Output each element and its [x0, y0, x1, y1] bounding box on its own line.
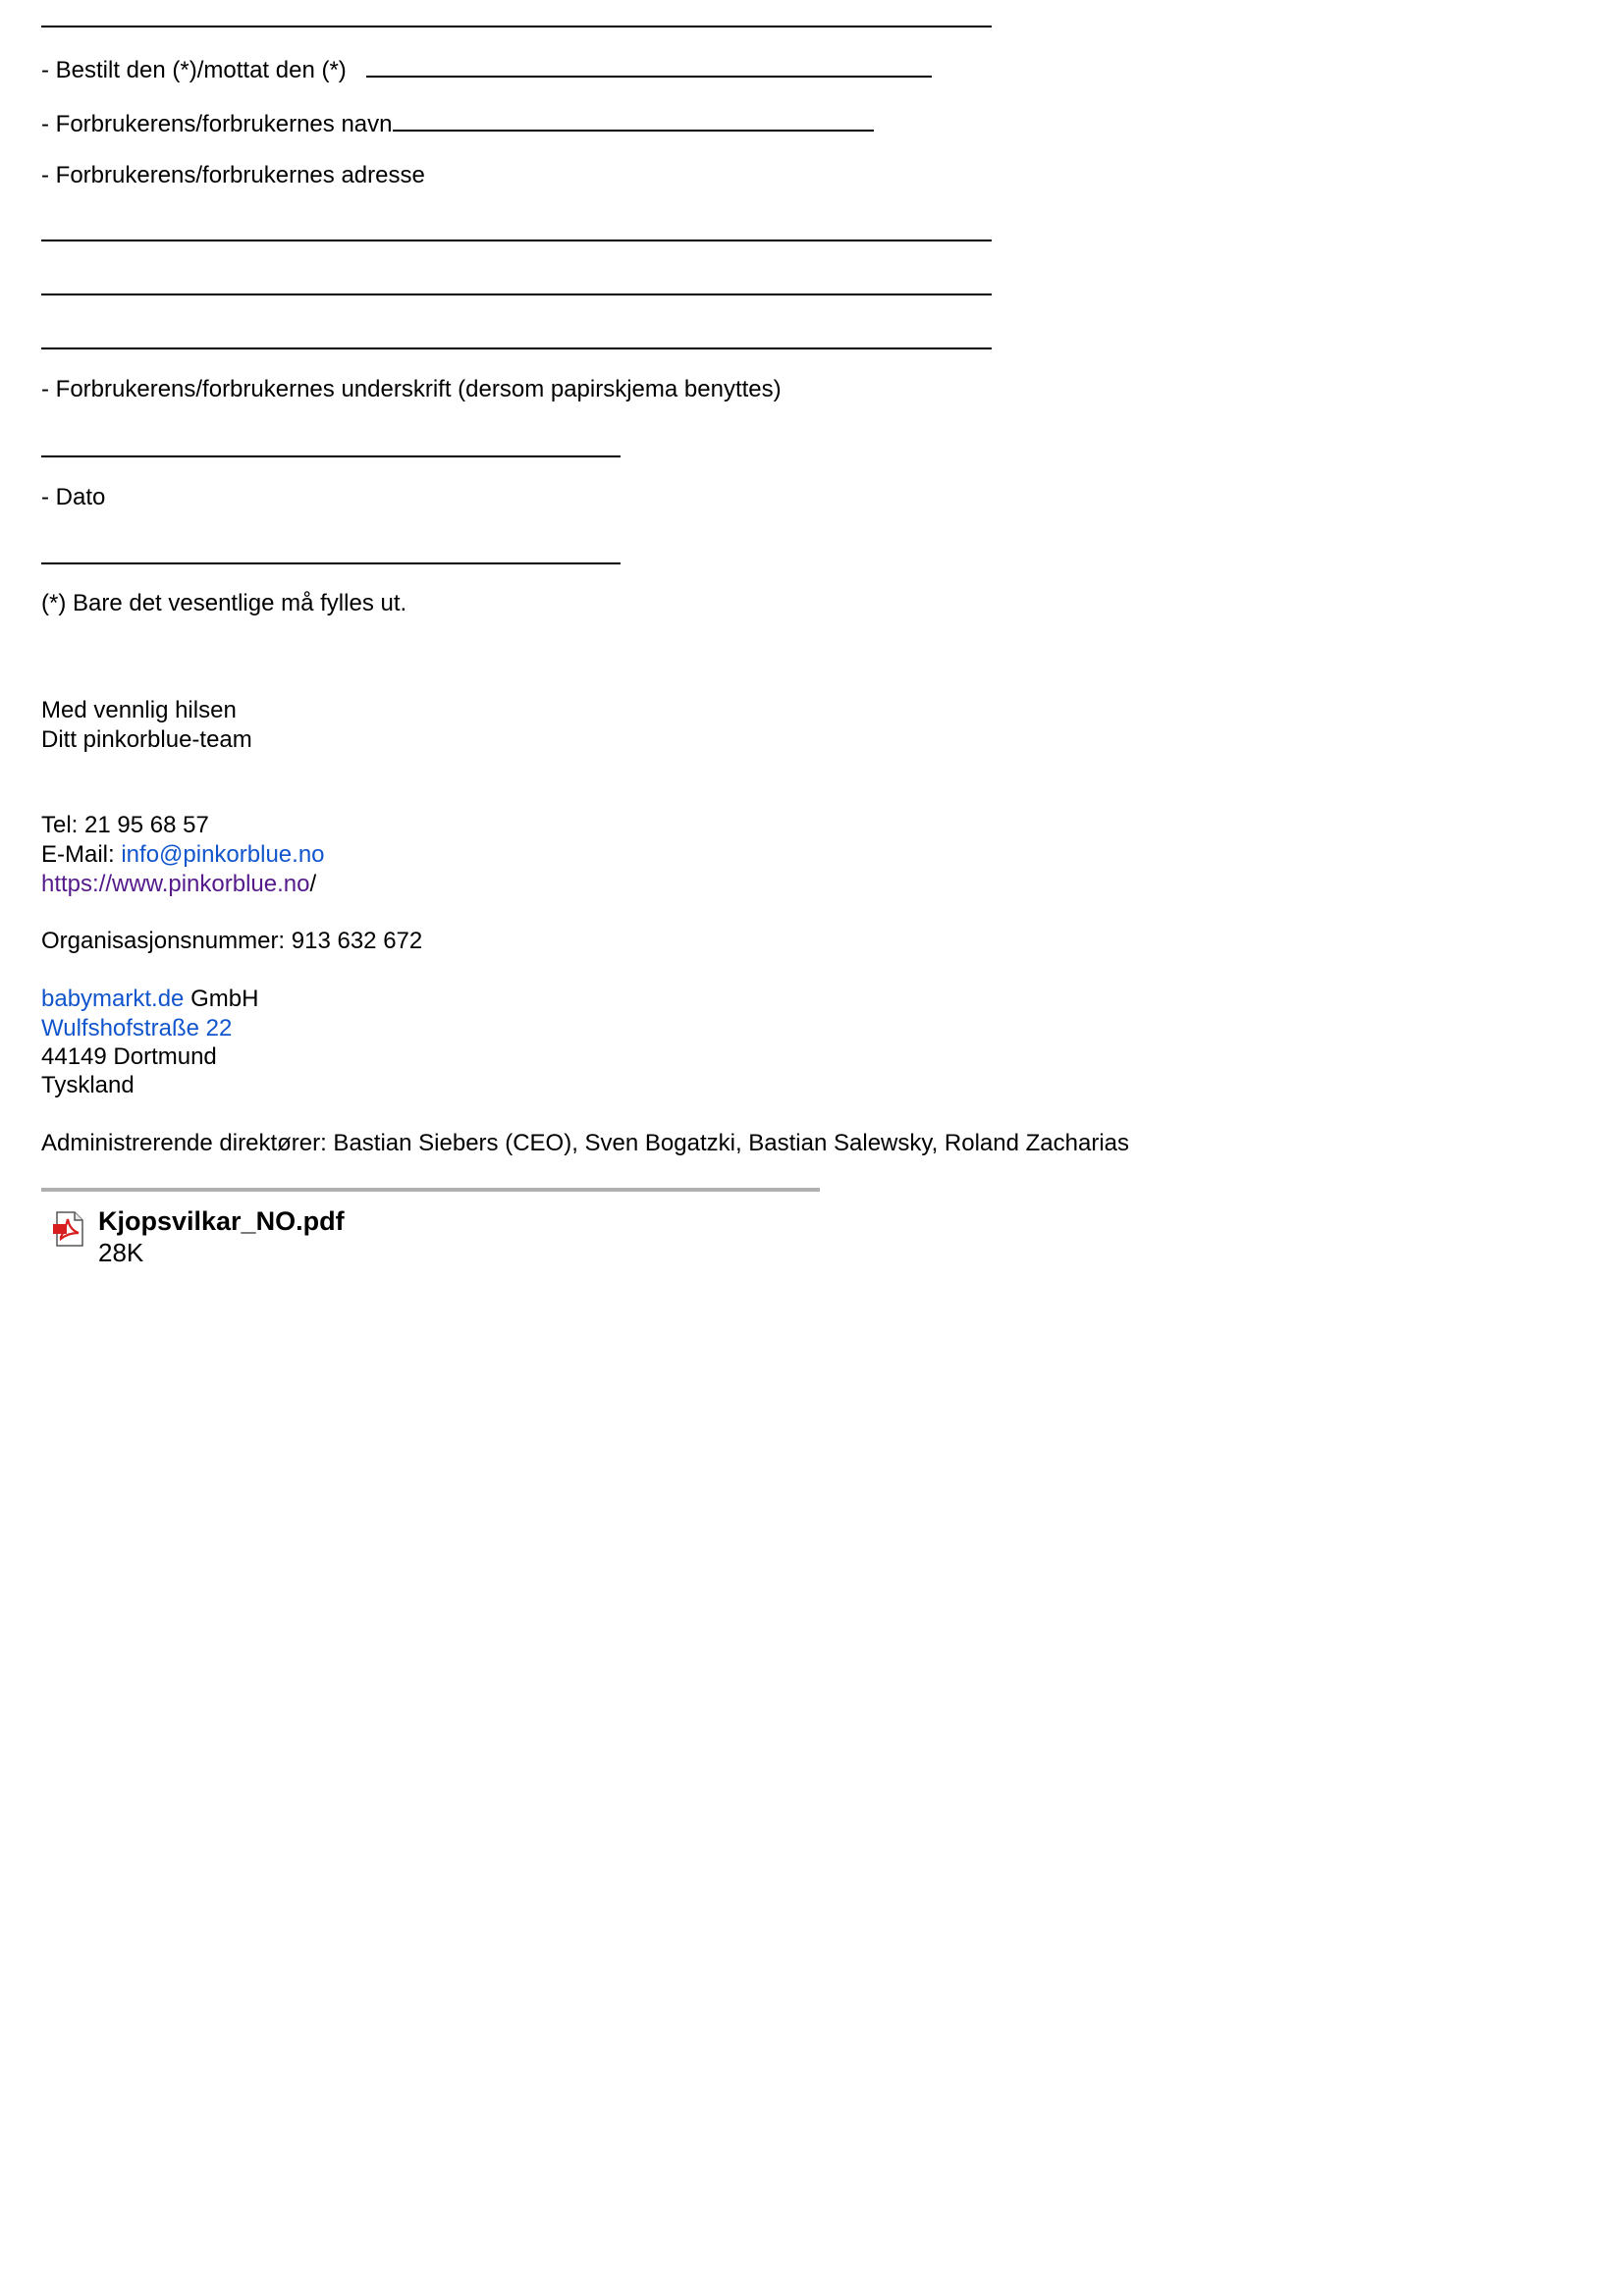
- country-line: Tyskland: [41, 1072, 135, 1098]
- address-blank-line-1[interactable]: [41, 240, 992, 241]
- contact-email-label: E-Mail:: [41, 841, 122, 868]
- consumer-name-label: - Forbrukerens/forbrukernes navn: [41, 111, 393, 137]
- attachment-filename[interactable]: Kjopsvilkar_NO.pdf: [98, 1206, 345, 1236]
- blank-line-top: [41, 26, 992, 27]
- org-number: Organisasjonsnummer: 913 632 672: [41, 928, 423, 954]
- footnote: (*) Bare det vesentlige må fylles ut.: [41, 590, 407, 616]
- city-line: 44149 Dortmund: [41, 1043, 217, 1070]
- date-label: - Dato: [41, 484, 106, 510]
- company-row: [41, 985, 258, 1014]
- pdf-icon: [51, 1211, 86, 1247]
- contact-email-link[interactable]: info@pinkorblue.no: [121, 841, 325, 868]
- consumer-address-label: - Forbrukerens/forbrukernes adresse: [41, 162, 425, 188]
- address-blank-line-3[interactable]: [41, 347, 992, 349]
- date-blank-line[interactable]: [41, 562, 621, 564]
- contact-email-row: [41, 840, 325, 870]
- ordered-received-blank[interactable]: [366, 54, 932, 78]
- consumer-name-row: [41, 108, 874, 139]
- closing-team: Ditt pinkorblue-team: [41, 726, 252, 753]
- consumer-name-blank[interactable]: [393, 108, 874, 132]
- attachment-separator: [41, 1188, 820, 1192]
- attachment-size: 28K: [98, 1238, 144, 1267]
- ordered-received-label: - Bestilt den (*)/mottat den (*): [41, 57, 347, 83]
- contact-website-row: [41, 870, 316, 899]
- address-blank-line-2[interactable]: [41, 294, 992, 295]
- street-address: [41, 1014, 232, 1043]
- contact-website-suffix: /: [309, 871, 317, 897]
- contact-website-link[interactable]: https://www.pinkorblue.no: [41, 871, 310, 897]
- contact-tel: Tel: 21 95 68 57: [41, 812, 209, 838]
- consumer-signature-label: - Forbrukerens/forbrukernes underskrift (dersom papirskjema benyttes): [41, 376, 782, 402]
- signature-blank-line[interactable]: [41, 455, 621, 457]
- company-suffix: GmbH: [184, 986, 259, 1012]
- company-link[interactable]: babymarkt.de: [41, 986, 185, 1012]
- directors-line: Administrerende direktører: Bastian Siebers (CEO), Sven Bogatzki, Bastian Salewsky, Roland Zacharias: [41, 1130, 1130, 1156]
- street-link[interactable]: Wulfshofstraße 22: [41, 1015, 233, 1041]
- ordered-received-row: [41, 54, 932, 85]
- closing-greeting: Med vennlig hilsen: [41, 697, 237, 723]
